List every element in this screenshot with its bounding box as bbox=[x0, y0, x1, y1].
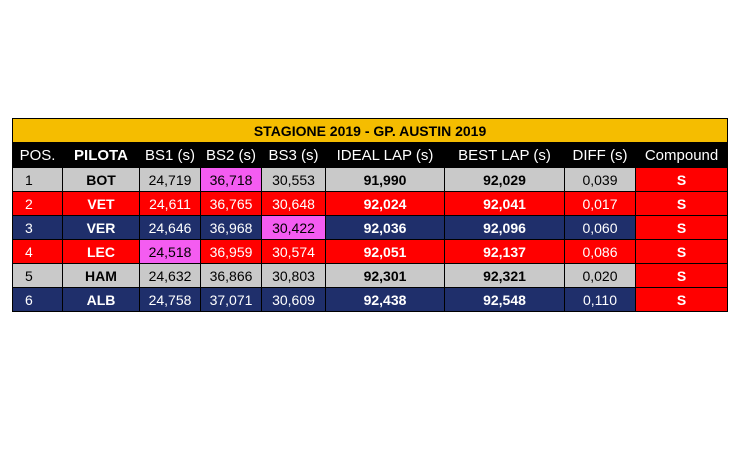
col-header-driver: PILOTA bbox=[63, 143, 140, 168]
cell-ideal-lap: 92,036 bbox=[326, 216, 445, 240]
cell-bs2: 36,866 bbox=[201, 264, 262, 288]
table-row bbox=[13, 240, 728, 264]
cell-diff: 0,020 bbox=[565, 264, 636, 288]
cell-best-lap: 92,029 bbox=[445, 168, 565, 192]
cell-compound: S bbox=[636, 288, 728, 312]
cell-bs2: 36,718 bbox=[201, 168, 262, 192]
cell-driver: VER bbox=[63, 216, 140, 240]
cell-bs3: 30,422 bbox=[262, 216, 326, 240]
cell-best-lap: 92,096 bbox=[445, 216, 565, 240]
col-header-bs2: BS2 (s) bbox=[201, 143, 262, 168]
cell-best-lap: 92,548 bbox=[445, 288, 565, 312]
cell-ideal-lap: 92,051 bbox=[326, 240, 445, 264]
col-header-pos: POS. bbox=[13, 143, 63, 168]
cell-diff: 0,039 bbox=[565, 168, 636, 192]
cell-bs1: 24,719 bbox=[140, 168, 201, 192]
cell-ideal-lap: 92,024 bbox=[326, 192, 445, 216]
lap-times-table bbox=[12, 118, 728, 312]
col-header-compound: Compound bbox=[636, 143, 728, 168]
cell-bs1: 24,518 bbox=[140, 240, 201, 264]
cell-driver: BOT bbox=[63, 168, 140, 192]
cell-bs3: 30,648 bbox=[262, 192, 326, 216]
cell-bs3: 30,553 bbox=[262, 168, 326, 192]
cell-driver: ALB bbox=[63, 288, 140, 312]
cell-pos: 1 bbox=[13, 168, 63, 192]
cell-diff: 0,086 bbox=[565, 240, 636, 264]
cell-pos: 3 bbox=[13, 216, 63, 240]
cell-best-lap: 92,321 bbox=[445, 264, 565, 288]
header-row bbox=[13, 143, 728, 168]
cell-compound: S bbox=[636, 168, 728, 192]
cell-compound: S bbox=[636, 264, 728, 288]
table-row bbox=[13, 216, 728, 240]
cell-diff: 0,110 bbox=[565, 288, 636, 312]
cell-bs2: 36,765 bbox=[201, 192, 262, 216]
cell-bs2: 36,959 bbox=[201, 240, 262, 264]
col-header-ideal-lap: IDEAL LAP (s) bbox=[326, 143, 445, 168]
cell-bs1: 24,758 bbox=[140, 288, 201, 312]
cell-compound: S bbox=[636, 216, 728, 240]
cell-bs1: 24,611 bbox=[140, 192, 201, 216]
cell-pos: 4 bbox=[13, 240, 63, 264]
table-row bbox=[13, 168, 728, 192]
cell-driver: HAM bbox=[63, 264, 140, 288]
table-row bbox=[13, 288, 728, 312]
cell-driver: VET bbox=[63, 192, 140, 216]
cell-pos: 6 bbox=[13, 288, 63, 312]
cell-bs3: 30,609 bbox=[262, 288, 326, 312]
cell-best-lap: 92,137 bbox=[445, 240, 565, 264]
cell-bs1: 24,646 bbox=[140, 216, 201, 240]
cell-diff: 0,060 bbox=[565, 216, 636, 240]
cell-best-lap: 92,041 bbox=[445, 192, 565, 216]
cell-bs3: 30,803 bbox=[262, 264, 326, 288]
cell-pos: 2 bbox=[13, 192, 63, 216]
table-row bbox=[13, 192, 728, 216]
cell-ideal-lap: 92,438 bbox=[326, 288, 445, 312]
cell-pos: 5 bbox=[13, 264, 63, 288]
col-header-best-lap: BEST LAP (s) bbox=[445, 143, 565, 168]
col-header-diff: DIFF (s) bbox=[565, 143, 636, 168]
cell-driver: LEC bbox=[63, 240, 140, 264]
cell-bs2: 36,968 bbox=[201, 216, 262, 240]
cell-diff: 0,017 bbox=[565, 192, 636, 216]
col-header-bs3: BS3 (s) bbox=[262, 143, 326, 168]
cell-ideal-lap: 92,301 bbox=[326, 264, 445, 288]
cell-compound: S bbox=[636, 192, 728, 216]
cell-bs2: 37,071 bbox=[201, 288, 262, 312]
col-header-bs1: BS1 (s) bbox=[140, 143, 201, 168]
cell-bs3: 30,574 bbox=[262, 240, 326, 264]
cell-ideal-lap: 91,990 bbox=[326, 168, 445, 192]
cell-bs1: 24,632 bbox=[140, 264, 201, 288]
table-row bbox=[13, 264, 728, 288]
cell-compound: S bbox=[636, 240, 728, 264]
table-title: STAGIONE 2019 - GP. AUSTIN 2019 bbox=[13, 119, 728, 143]
